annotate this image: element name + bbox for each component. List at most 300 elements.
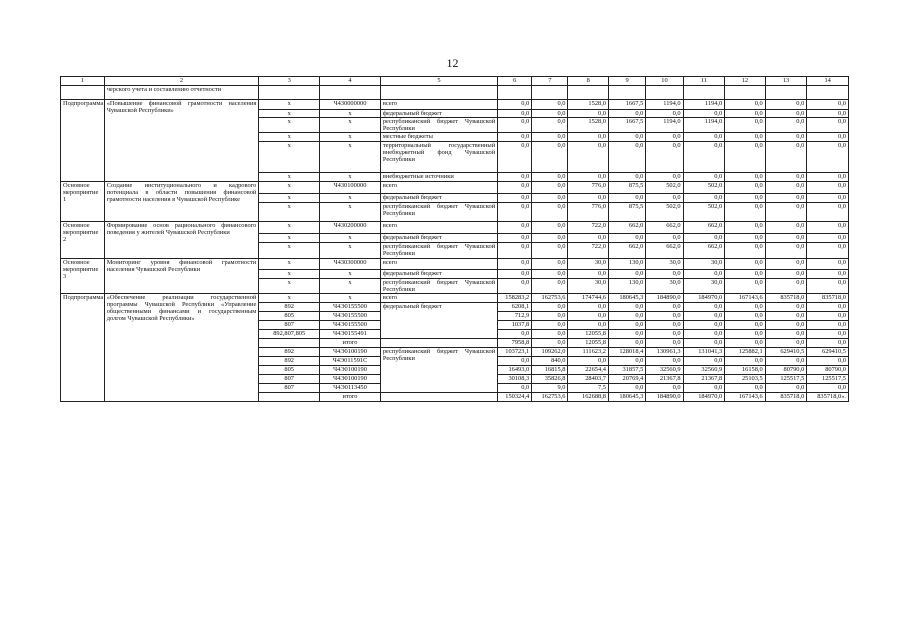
amount-cell: 0,0 <box>498 234 532 243</box>
ministry-code-cell: 892 <box>259 348 320 357</box>
ministry-code-cell <box>259 86 320 100</box>
amount-cell: 0,0 <box>646 234 683 243</box>
ministry-code-cell: x <box>259 294 320 303</box>
amount-cell: 0,0 <box>609 303 646 312</box>
amount-cell: 502,0 <box>646 203 683 222</box>
amount-cell: 0,0 <box>725 173 766 182</box>
amount-cell: 722,0 <box>568 222 609 234</box>
amount-cell: 0,0 <box>646 110 683 118</box>
amount-cell: 16158,0 <box>725 366 766 375</box>
header-cell: 1 <box>61 77 105 86</box>
amount-cell: 0,0 <box>498 330 532 339</box>
funding-source-cell: федеральный бюджет <box>380 303 497 339</box>
amount-cell: 0,0 <box>765 173 807 182</box>
amount-cell: 0,0 <box>765 243 807 259</box>
amount-cell: 0,0 <box>807 303 849 312</box>
amount-cell: 184890,0 <box>646 393 683 402</box>
amount-cell: 28403,7 <box>568 375 609 384</box>
amount-cell: 1528,0 <box>568 118 609 133</box>
target-article-cell: x <box>320 294 381 303</box>
program-type-cell: Основное мероприятие 1 <box>61 182 105 222</box>
amount-cell: 0,0 <box>646 270 683 279</box>
ministry-code-cell: x <box>259 203 320 222</box>
amount-cell: 0,0 <box>765 142 807 173</box>
amount-cell: 0,0 <box>807 182 849 194</box>
amount-cell: 0,0 <box>807 194 849 203</box>
amount-cell: 6208,1 <box>498 303 532 312</box>
amount-cell: 0,0 <box>683 357 725 366</box>
amount-cell: 0,0 <box>568 194 609 203</box>
amount-cell: 111623,2 <box>568 348 609 357</box>
amount-cell: 502,0 <box>683 203 725 222</box>
target-article-cell: x <box>320 203 381 222</box>
target-article-cell: Ч4Э0155500 <box>320 321 381 330</box>
program-name-cell: черского учета и составлению отчетности <box>104 86 259 100</box>
amount-cell: 20769,4 <box>609 375 646 384</box>
amount-cell: 1194,0 <box>646 100 683 110</box>
funding-source-cell: республиканский бюджет Чувашской Республики <box>380 279 497 294</box>
amount-cell: 0,0 <box>532 142 568 173</box>
amount-cell: 0,0 <box>532 203 568 222</box>
amount-cell: 0,0 <box>646 357 683 366</box>
amount-cell: 0,0 <box>807 173 849 182</box>
amount-cell: 0,0 <box>646 339 683 348</box>
amount-cell: 0,0 <box>725 243 766 259</box>
amount-cell: 0,0 <box>498 142 532 173</box>
amount-cell: 0,0 <box>568 173 609 182</box>
amount-cell: 0,0 <box>683 234 725 243</box>
header-cell: 9 <box>609 77 646 86</box>
amount-cell: 0,0 <box>609 357 646 366</box>
amount-cell: 125517,5 <box>765 375 807 384</box>
target-article-cell: Ч430200000 <box>320 222 381 234</box>
amount-cell: 0,0 <box>807 330 849 339</box>
target-article-cell <box>320 86 381 100</box>
target-article-cell: Ч4Э0155500 <box>320 303 381 312</box>
amount-cell: 0,0 <box>725 234 766 243</box>
amount-cell: 662,0 <box>683 222 725 234</box>
target-article-cell: Ч4Э0100190 <box>320 348 381 357</box>
amount-cell: 0,0 <box>532 279 568 294</box>
budget-table <box>60 76 849 402</box>
amount-cell: 0,0 <box>498 203 532 222</box>
amount-cell: 0,0 <box>532 234 568 243</box>
amount-cell: 0,0 <box>532 118 568 133</box>
amount-cell: 0,0 <box>683 142 725 173</box>
funding-source-cell: всего <box>380 294 497 303</box>
ministry-code-cell: 892 <box>259 303 320 312</box>
amount-cell: 30108,3 <box>498 375 532 384</box>
amount-cell: 150324,4 <box>498 393 532 402</box>
amount-cell: 0,0 <box>807 100 849 110</box>
ministry-code-cell: x <box>259 182 320 194</box>
amount-cell: 0,0 <box>609 173 646 182</box>
amount-cell: 0,0 <box>498 279 532 294</box>
amount-cell: 32560,9 <box>683 366 725 375</box>
amount-cell: 662,0 <box>646 243 683 259</box>
ministry-code-cell: x <box>259 173 320 182</box>
amount-cell: 0,0 <box>725 303 766 312</box>
funding-source-cell: местные бюджеты <box>380 133 497 142</box>
ministry-code-cell: 805 <box>259 312 320 321</box>
table-row <box>61 294 849 303</box>
ministry-code-cell: x <box>259 142 320 173</box>
amount-cell: 840,0 <box>532 357 568 366</box>
amount-cell: 875,5 <box>609 182 646 194</box>
amount-cell: 0,0 <box>765 118 807 133</box>
ministry-code-cell: x <box>259 234 320 243</box>
amount-cell: 1667,5 <box>609 118 646 133</box>
amount-cell: 25103,5 <box>725 375 766 384</box>
amount-cell: 0,0 <box>765 321 807 330</box>
amount-cell: 0,0 <box>609 321 646 330</box>
program-type-cell: Основное мероприятие 3 <box>61 259 105 294</box>
target-article-cell: x <box>320 194 381 203</box>
target-article-cell: итого <box>320 393 381 402</box>
amount-cell: 30,0 <box>568 259 609 270</box>
program-type-cell: Подпрограмма <box>61 100 105 182</box>
amount-cell: 0,0 <box>725 203 766 222</box>
amount-cell: 0,0 <box>725 110 766 118</box>
ministry-code-cell: x <box>259 222 320 234</box>
amount-cell: 0,0 <box>807 384 849 393</box>
funding-source-cell: федеральный бюджет <box>380 110 497 118</box>
amount-cell: 0,0 <box>568 312 609 321</box>
amount-cell: 0,0 <box>725 118 766 133</box>
amount-cell: 0,0 <box>646 194 683 203</box>
ministry-code-cell: x <box>259 100 320 110</box>
amount-cell: 0,0 <box>683 339 725 348</box>
amount-cell: 109262,0 <box>532 348 568 357</box>
program-type-cell: Подпрограмма <box>61 294 105 402</box>
amount-cell: 0,0 <box>807 222 849 234</box>
amount-cell: 184970,0 <box>683 393 725 402</box>
amount-cell: 0,0 <box>568 133 609 142</box>
amount-cell: 167143,6 <box>725 393 766 402</box>
amount-cell: 9,0 <box>532 384 568 393</box>
amount-cell: 1194,0 <box>683 118 725 133</box>
amount-cell: 0,0 <box>646 133 683 142</box>
header-cell: 12 <box>725 77 766 86</box>
header-cell: 2 <box>104 77 259 86</box>
amount-cell: 0,0 <box>725 182 766 194</box>
target-article-cell: Ч430000000 <box>320 100 381 110</box>
program-name-cell: Мониторинг уровня финансовой грамотности населения Чувашской Республики <box>104 259 259 294</box>
amount-cell: 835718,0 <box>807 294 849 303</box>
amount-cell: 30,0 <box>683 279 725 294</box>
amount-cell: 128018,4 <box>609 348 646 357</box>
amount-cell: 0,0 <box>646 330 683 339</box>
amount-cell: 0,0 <box>609 384 646 393</box>
amount-cell: 31857,5 <box>609 366 646 375</box>
ministry-code-cell: 892 <box>259 357 320 366</box>
funding-source-cell: республиканский бюджет Чувашской Республики <box>380 243 497 259</box>
amount-cell: 0,0 <box>609 194 646 203</box>
page-number: 12 <box>446 56 459 70</box>
amount-cell: 0,0 <box>807 243 849 259</box>
amount-cell: 0,0 <box>532 270 568 279</box>
amount-cell: 0,0 <box>609 234 646 243</box>
amount-cell: 0,0 <box>765 330 807 339</box>
amount-cell: 174744,6 <box>568 294 609 303</box>
amount-cell: 0,0 <box>807 110 849 118</box>
amount-cell <box>568 86 609 100</box>
amount-cell: 21367,8 <box>683 375 725 384</box>
amount-cell: 184890,0 <box>646 294 683 303</box>
header-cell: 13 <box>765 77 807 86</box>
target-article-cell: x <box>320 110 381 118</box>
amount-cell: 162753,6 <box>532 294 568 303</box>
header-cell: 7 <box>532 77 568 86</box>
table-row <box>61 182 849 194</box>
amount-cell: 0,0 <box>609 312 646 321</box>
ministry-code-cell: 807 <box>259 375 320 384</box>
amount-cell: 0,0 <box>609 339 646 348</box>
ministry-code-cell: x <box>259 194 320 203</box>
ministry-code-cell <box>259 339 320 348</box>
amount-cell: 0,0 <box>532 182 568 194</box>
amount-cell: 0,0 <box>683 194 725 203</box>
amount-cell: 875,5 <box>609 203 646 222</box>
funding-source-cell: внебюджетные источники <box>380 173 497 182</box>
amount-cell: 0,0 <box>765 234 807 243</box>
amount-cell: 7,5 <box>568 384 609 393</box>
amount-cell: 0,0 <box>765 182 807 194</box>
amount-cell: 1667,5 <box>609 100 646 110</box>
amount-cell: 712,9 <box>498 312 532 321</box>
amount-cell: 0,0 <box>498 118 532 133</box>
amount-cell: 0,0 <box>765 203 807 222</box>
amount-cell: 0,0 <box>725 321 766 330</box>
amount-cell: 0,0 <box>725 312 766 321</box>
amount-cell: 180645,3 <box>609 294 646 303</box>
amount-cell: 0,0 <box>568 142 609 173</box>
table-row <box>61 259 849 270</box>
amount-cell: 0,0 <box>725 194 766 203</box>
amount-cell: 0,0 <box>498 270 532 279</box>
amount-cell: 30,0 <box>646 279 683 294</box>
amount-cell: 0,0 <box>498 173 532 182</box>
amount-cell: 0,0 <box>646 303 683 312</box>
amount-cell: 0,0 <box>725 133 766 142</box>
amount-cell: 0,0 <box>765 100 807 110</box>
amount-cell: 1194,0 <box>683 100 725 110</box>
amount-cell: 662,0 <box>609 243 646 259</box>
amount-cell: 0,0 <box>807 118 849 133</box>
table-row <box>61 86 849 100</box>
amount-cell: 722,0 <box>568 243 609 259</box>
amount-cell: 0,0 <box>498 357 532 366</box>
amount-cell: 162753,6 <box>532 393 568 402</box>
program-type-cell <box>61 86 105 100</box>
amount-cell <box>807 86 849 100</box>
amount-cell: 0,0 <box>765 339 807 348</box>
header-row <box>61 77 849 86</box>
amount-cell: 80790,0 <box>807 366 849 375</box>
funding-source-cell: республиканский бюджет Чувашской Республики <box>380 348 497 393</box>
table-row <box>61 100 849 110</box>
amount-cell: 125517,5 <box>807 375 849 384</box>
amount-cell: 0,0 <box>725 339 766 348</box>
amount-cell: 0,0 <box>765 357 807 366</box>
ministry-code-cell: x <box>259 110 320 118</box>
amount-cell: 0,0 <box>765 259 807 270</box>
target-article-cell: x <box>320 243 381 259</box>
amount-cell: 0,0 <box>807 279 849 294</box>
amount-cell: 0,0 <box>532 173 568 182</box>
amount-cell: 662,0 <box>646 222 683 234</box>
header-cell: 14 <box>807 77 849 86</box>
amount-cell: 0,0 <box>725 222 766 234</box>
ministry-code-cell: 807 <box>259 321 320 330</box>
amount-cell: 629410,5 <box>807 348 849 357</box>
funding-source-cell: республиканский бюджет Чувашской Республики <box>380 118 497 133</box>
funding-source-cell: всего <box>380 182 497 194</box>
amount-cell: 0,0 <box>807 234 849 243</box>
amount-cell: 1037,8 <box>498 321 532 330</box>
funding-source-cell: всего <box>380 222 497 234</box>
funding-source-cell: федеральный бюджет <box>380 194 497 203</box>
amount-cell: 184970,0 <box>683 294 725 303</box>
amount-cell: 167143,6 <box>725 294 766 303</box>
amount-cell: 0,0 <box>532 321 568 330</box>
amount-cell: 662,0 <box>683 243 725 259</box>
amount-cell: 21367,8 <box>646 375 683 384</box>
amount-cell: 0,0 <box>609 270 646 279</box>
amount-cell: 0,0 <box>725 270 766 279</box>
target-article-cell: Ч4Э0113450 <box>320 384 381 393</box>
funding-source-cell: республиканский бюджет Чувашской Республики <box>380 203 497 222</box>
amount-cell: 0,0 <box>532 243 568 259</box>
target-article-cell: Ч4Э0155491 <box>320 330 381 339</box>
header-cell: 5 <box>380 77 497 86</box>
amount-cell: 0,0 <box>568 321 609 330</box>
program-name-cell: Создание институционального и кадрового потенциала в области повышения финансовой грамотности населения в Чувашской Республике <box>104 182 259 222</box>
amount-cell <box>646 86 683 100</box>
amount-cell: 0,0 <box>532 194 568 203</box>
header-cell: 6 <box>498 77 532 86</box>
amount-cell <box>725 86 766 100</box>
funding-source-cell: территориальный государственный внебюджетный фонд Чувашской Республики <box>380 142 497 173</box>
amount-cell: 1194,0 <box>646 118 683 133</box>
ministry-code-cell: 892,807,805 <box>259 330 320 339</box>
amount-cell: 0,0 <box>646 312 683 321</box>
amount-cell: 1528,0 <box>568 100 609 110</box>
target-article-cell: Ч4Э011591С <box>320 357 381 366</box>
funding-source-cell: всего <box>380 259 497 270</box>
amount-cell: 0,0 <box>765 133 807 142</box>
amount-cell: 0,0 <box>568 270 609 279</box>
amount-cell: 0,0 <box>646 384 683 393</box>
target-article-cell: Ч4Э0100190 <box>320 366 381 375</box>
target-article-cell: Ч430100000 <box>320 182 381 194</box>
ministry-code-cell: 807 <box>259 384 320 393</box>
funding-source-cell <box>380 339 497 348</box>
amount-cell: 0,0 <box>765 270 807 279</box>
amount-cell: 0,0 <box>609 133 646 142</box>
amount-cell: 776,0 <box>568 182 609 194</box>
funding-source-cell: всего <box>380 100 497 110</box>
amount-cell <box>532 86 568 100</box>
amount-cell: 0,0 <box>683 173 725 182</box>
amount-cell: 130961,3 <box>646 348 683 357</box>
amount-cell: 0,0 <box>683 270 725 279</box>
amount-cell: 0,0 <box>646 173 683 182</box>
program-name-cell: «Обеспечение реализации государственной программы Чувашской Республики «Управление общественными финансами и государственным долгом Чувашской Республики» <box>104 294 259 402</box>
amount-cell: 0,0 <box>532 222 568 234</box>
target-article-cell: x <box>320 133 381 142</box>
amount-cell: 0,0 <box>532 330 568 339</box>
amount-cell: 0,0 <box>498 222 532 234</box>
amount-cell: 0,0 <box>498 182 532 194</box>
amount-cell: 0,0 <box>683 330 725 339</box>
amount-cell: 0,0 <box>609 142 646 173</box>
header-cell: 11 <box>683 77 725 86</box>
amount-cell <box>765 86 807 100</box>
amount-cell: 125882,1 <box>725 348 766 357</box>
amount-cell: 502,0 <box>683 182 725 194</box>
amount-cell: 12055,8 <box>568 330 609 339</box>
amount-cell: 0,0 <box>683 303 725 312</box>
amount-cell: 0,0 <box>725 279 766 294</box>
header-cell: 4 <box>320 77 381 86</box>
amount-cell: 0,0 <box>498 243 532 259</box>
amount-cell: 80790,0 <box>765 366 807 375</box>
amount-cell: 162688,8 <box>568 393 609 402</box>
header-cell: 3 <box>259 77 320 86</box>
program-name-cell: «Повышение финансовой грамотности населения Чувашской Республики» <box>104 100 259 182</box>
amount-cell: 0,0 <box>498 384 532 393</box>
target-article-cell: x <box>320 142 381 173</box>
header-cell: 8 <box>568 77 609 86</box>
amount-cell: 0,0 <box>683 384 725 393</box>
amount-cell: 12055,8 <box>568 339 609 348</box>
amount-cell: 0,0 <box>725 259 766 270</box>
target-article-cell: x <box>320 270 381 279</box>
header-cell: 10 <box>646 77 683 86</box>
amount-cell <box>683 86 725 100</box>
ministry-code-cell <box>259 393 320 402</box>
amount-cell: 22654,4 <box>568 366 609 375</box>
amount-cell: 0,0 <box>498 259 532 270</box>
amount-cell: 0,0 <box>568 234 609 243</box>
amount-cell: 0,0 <box>725 330 766 339</box>
amount-cell: 0,0 <box>532 110 568 118</box>
amount-cell: 0,0 <box>568 110 609 118</box>
amount-cell: 0,0 <box>725 384 766 393</box>
amount-cell: 16815,8 <box>532 366 568 375</box>
amount-cell: 130,0 <box>609 259 646 270</box>
program-name-cell: Формирование основ рационального финансового поведения у жителей Чувашской Республики <box>104 222 259 259</box>
target-article-cell: x <box>320 234 381 243</box>
amount-cell: 0,0 <box>807 357 849 366</box>
amount-cell: 30,0 <box>683 259 725 270</box>
amount-cell: 30,0 <box>568 279 609 294</box>
amount-cell: 662,0 <box>609 222 646 234</box>
amount-cell: 0,0 <box>765 303 807 312</box>
funding-source-cell <box>380 86 497 100</box>
amount-cell: 0,0 <box>765 194 807 203</box>
ministry-code-cell: x <box>259 133 320 142</box>
target-article-cell: x <box>320 118 381 133</box>
amount-cell: 502,0 <box>646 182 683 194</box>
amount-cell: 0,0 <box>683 110 725 118</box>
funding-source-cell <box>380 393 497 402</box>
amount-cell: 0,0 <box>765 279 807 294</box>
ministry-code-cell: 805 <box>259 366 320 375</box>
amount-cell: 0,0 <box>725 142 766 173</box>
funding-source-cell: федеральный бюджет <box>380 270 497 279</box>
